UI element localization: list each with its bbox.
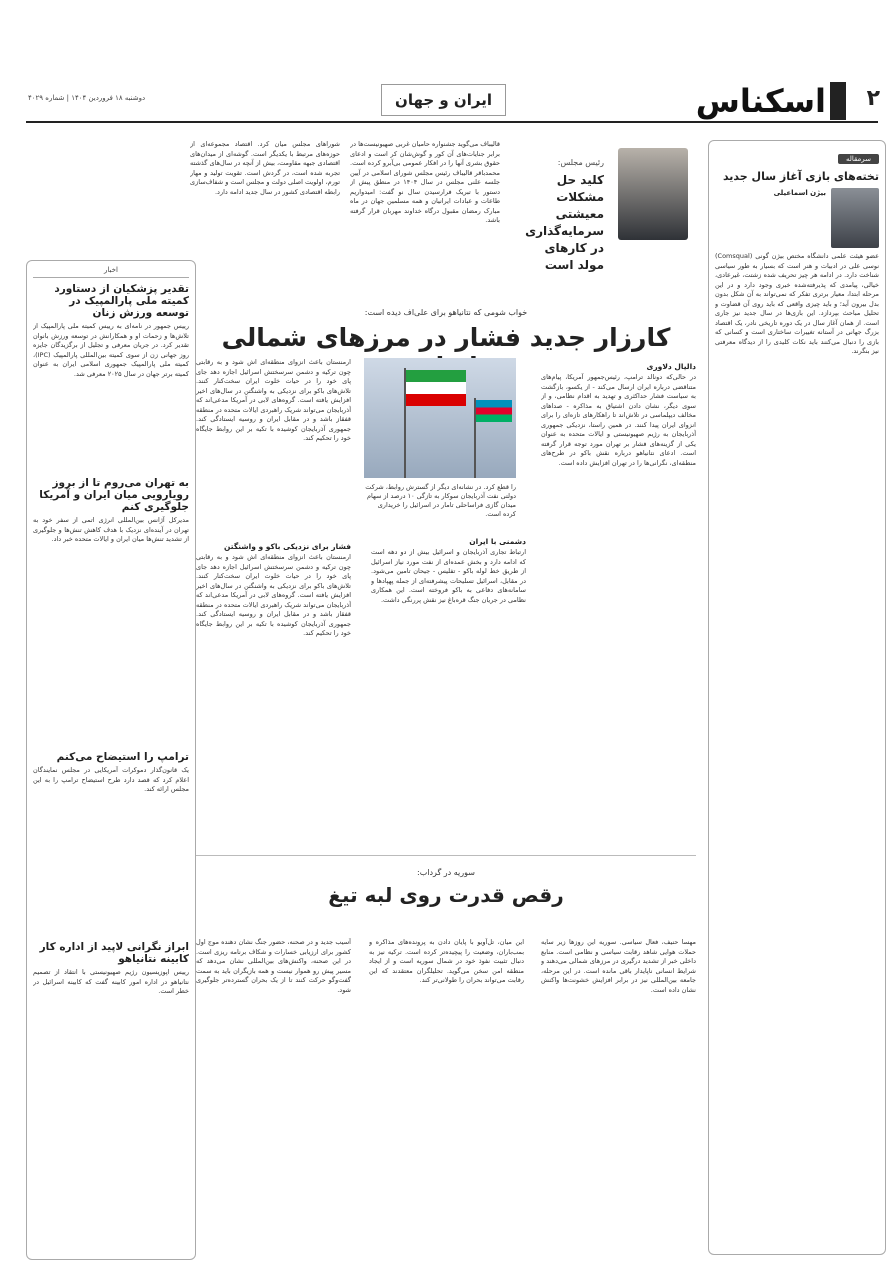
main-kicker: خواب شومی که نتانیاهو برای علی‌اف دیده است: bbox=[364, 308, 528, 317]
speaker-photo bbox=[618, 148, 688, 240]
main-col-left-text: ارمنستان باعث انزوای منطقه‌ای اش شود و به رقابتی چون ترکیه و دشمن سرسختش اسرائیل اجازه دهد جای پای خود را در حیات خلوت ایران سخت‌کنار کنند. تلاش‌های باکو برای نزدیکی به واشنگتن در سال‌های اخیر افزایش یافته است. گروه‌های لابی در آمریکا مدعی‌اند که آذربایجان می‌تواند شریک راهبردی ایالات متحده در منطقه قفقاز باشد و در مقابل ایران و روسیه ایستادگی کند. جمهوری آذربایجان کوشیده با تکیه بر این روابط جایگاه خود را تحکیم کند. bbox=[196, 358, 351, 442]
main-col-middle-text: ارتباط تجاری آذربایجان و اسرائیل بیش از دو دهه است که ادامه دارد و بخش عمده‌ای از نفت مورد نیاز اسرائیل از طریق خط لوله باکو - تفلیس - جیحان تامین می‌شود. در مقابل، اسرائیل تسلیحات پیشرفته‌ای از جمله پهپادها و سامانه‌های دفاعی به باکو فروخته است. این همکاری نظامی در جریان جنگ قره‌باغ نیز نقش پررنگی داشت. bbox=[371, 548, 526, 604]
bottom-col-middle: این میان، تل‌آویو با پایان دادن به پرونده‌های مذاکره و بمب‌باران، وضعیت را پیچیده‌تر کرده است. ترکیه نیز به دنبال تثبیت نفوذ خود در شمال سوریه است و از ایجاد منطقه امن سخن می‌گوید. تحلیلگران معتقدند که این رقابت می‌تواند بحران را طولانی‌تر کند. bbox=[369, 938, 524, 984]
top-text-2: شوراهای مجلس میان کرد. اقتصاد مجموعه‌ای از حوزه‌های مرتبط با یکدیگر است. گوشه‌ای از میدان‌های اقتصادی جبهه مقاومت، بیش از آنچه در سال‌های گذشته تجربه شده است، در گردش است. تقویت تولید و مهار تورم، اولویت اصلی دولت و مجلس است و شفاف‌سازی رابطه اقتصادی کشور در سال جدید ادامه دارد. bbox=[190, 140, 340, 196]
author-block bbox=[774, 188, 826, 248]
logo bbox=[696, 82, 846, 120]
main-col-left bbox=[196, 358, 351, 823]
logo-side-tag bbox=[830, 82, 846, 120]
bottom-kicker: سوریه در گرداب: bbox=[417, 868, 475, 877]
news-column bbox=[26, 260, 196, 1260]
byline: دالیال دلاوری bbox=[646, 362, 696, 371]
logo-text: اسکناس bbox=[695, 82, 826, 120]
masthead bbox=[0, 82, 896, 122]
news-body-1: رییس جمهور در نامه‌ای به رییس کمیته ملی پارالمپیک از تلاش‌ها و زحمات او و همکارانش در توسعه ورزش بانوان تقدیر کرد. در جریان معرفی و تجلیل از برگزیدگان جایزه روز جهانی زن از سوی کمیته بین‌المللی پارالمپیک (IPC)، کمیته ملی پارالمپیک جمهوری اسلامی ایران به عنوان کمیته برتر جهان در سال ۲۰۲۵ معرفی شد. bbox=[33, 322, 189, 378]
masthead-rule bbox=[26, 121, 878, 123]
editorial-tag: سرمقاله bbox=[838, 154, 879, 164]
news-title-3: ترامپ را استیضاح می‌کنم bbox=[56, 751, 189, 763]
bottom-col-right: مهسا حنیف، فعال سیاسی. سوریه این روزها زیر سایه حملات هوایی شاهد رقابت سیاسی و نظامی است. منابع داخلی خبر از تشدید درگیری در مرزهای شمالی می‌دهند و شرایط انسانی ناپایدار باقی مانده است. در این مرحله، جامعه بین‌المللی نیز در برابر افزایش خشونت‌ها واکنش نشان داده است. bbox=[541, 938, 696, 994]
news-title-1: تقدیر پزشکیان از دستاورد کمیته ملی پارالمپیک در توسعه ورزش زنان bbox=[54, 283, 189, 319]
editorial-title: تخته‌های بازی آغاز سال جدید bbox=[722, 170, 879, 183]
main-headline: کارزار جدید فشار در مرزهای شمالی bbox=[221, 323, 671, 352]
news-body-4: رییس اپوزیسیون رژیم صهیونیستی با انتقاد از تصمیم نتانیاهو در اداره امور کابینه گفت که کابینه اسرائیل در خطر است. bbox=[33, 968, 189, 995]
section-label: ایران و جهان bbox=[381, 84, 506, 116]
iran-flag bbox=[406, 370, 466, 406]
main-columns bbox=[196, 358, 696, 838]
azerbaijan-flag bbox=[476, 400, 512, 422]
editorial-head bbox=[715, 188, 879, 248]
photo-caption: را قطع کرد. در نشانه‌ای دیگر از گسترش روابط، شرکت دولتی نفت آذربایجان سوکار به تازگی ۱۰ درصد از سهام میدان گازی فراساحلی تامار در اسرائیل را خریداری کرده است. bbox=[365, 483, 516, 518]
news-body-2: مدیرکل آژانس بین‌المللی انرژی اتمی از سفر خود به تهران در آینده‌ای نزدیک با هدف کاهش تنش‌ها و جلوگیری از تشدید تنش‌ها میان ایران و ایالات متحده خبر داد. bbox=[33, 516, 189, 543]
editorial-body: عضو هیئت علمی دانشگاه مختص بیژن گونی (Comsqual) نوسی علی در ادبیات و هنر است که بسیار به طور سیاسی شناخت دارد. در ادامه هر چیز تحریف شده زشتت، غیرعادی، خیالی، پیامدی که پذیرفته‌شده خبری وجود دارد و در این مرحله ابتدا، معیار برتری تفکر که نمی‌تواند به آن شکل بدون بدل بیرون آید؛ و باید چیزی واقعی که باید روی آن قضاوت و تحلیل مباحث بپردازد. این بازی‌ها در سال جدید نیز جاری است. از همان آغاز سال در یک دوره تاریخی نادر، یک اقتصاد بزرگ جهانی در آستانه تغییرات ساختاری است و کسانی که بازی را دنبال می‌کنند باید نکات کلیدی را از دیدگاه معرفتی نیز بنگرند. bbox=[715, 252, 879, 355]
author-photo bbox=[831, 188, 879, 248]
top-text-1: قالیباف می‌گوید جشنواره حامیان غربی صهیونیست‌ها در برابر جنایات‌های آن کور و گوش‌شان کر است و ادعای حقوق بشری آنها را در افکار عمومی بی‌آبرو کرده است. محمدباقر قالیباف رئیس مجلس شورای اسلامی در آیین جلسه علنی مجلس در سال ۱۴۰۴ در منطق پیش از دستور با تبریک فرارسیدن سال نو گفت: امیدواریم طاعات و عبادات ایرانیان و همه مسلمین جهان در ماه مبارک رمضان مقبول درگاه خداوند مهربان قرار گرفته باشد. bbox=[350, 140, 500, 224]
main-col-left-text-2: ارمنستان باعث انزوای منطقه‌ای اش شود و به رقابتی چون ترکیه و دشمن سرسختش اسرائیل اجازه دهد جای پای خود را در حیات خلوت ایران سخت‌کنار کنند. تلاش‌های باکو برای نزدیکی به واشنگتن در سال‌های اخیر افزایش یافته است. گروه‌های لابی در آمریکا مدعی‌اند که آذربایجان می‌تواند شریک راهبردی ایالات متحده در منطقه قفقاز باشد و در مقابل ایران و روسیه ایستادگی کند. جمهوری آذربایجان کوشیده با تکیه بر این روابط جایگاه خود را تحکیم کند. bbox=[196, 553, 351, 637]
top-headline: کلید حل مشکلات معیشتی سرمایه‌گذاری در کارهای مولد است bbox=[525, 173, 604, 272]
dateline: دوشنبه ۱۸ فروردین ۱۴۰۴ | شماره ۴۰۲۹ bbox=[28, 94, 146, 102]
news-tag: اخبار bbox=[33, 266, 189, 278]
editorial-column bbox=[708, 140, 886, 1255]
bottom-col-left: آسیب جدید و در صحنه، حضور جنگ نشان دهنده موج اول کشور برای ارزیابی خسارات و شکاف برنامه ریزی است. در این صحنه، واکنش‌های بین‌المللی نشان می‌دهد که مسیر پیش رو هموار نیست و همه بازیگران باید به سمت گفت‌وگو حرکت کنند تا از یک بحران گسترده‌تر جلوگیری شود. bbox=[196, 938, 351, 994]
page-number: ۲ bbox=[866, 86, 880, 111]
bottom-story bbox=[196, 855, 696, 1255]
main-col-right bbox=[541, 358, 696, 843]
main-story bbox=[196, 308, 696, 838]
news-body-3: یک قانون‌گذار دموکرات آمریکایی در مجلس نمایندگان اعلام کرد که قصد دارد طرح استیضاح ترامپ را به این مجلس ارائه کند. bbox=[33, 766, 189, 793]
main-col-right-text: در حالی‌که دونالد ترامپ، رئیس‌جمهور آمریکا، پیام‌های متناقضی درباره ایران ارسال می‌کند - از یکسو، بازگشت به سیاست فشار حداکثری و تهدید به اقدام نظامی، و از سوی دیگر، نشان دادن اشتیاق به مذاکره - صداهای مخالف دیپلماسی در تلاش‌اند تا راهکارهای تازه‌ای را برای انزوای ایران پیدا کنند. در همین راستا، نزدیکی جمهوری آذربایجان به رژیم صهیونیستی و ایالات متحده به عنوان یکی از گزینه‌های فشار بر تهران مورد توجه قرار گرفته است. ادعای نتانیاهو درباره نقش باکو در طرح‌های منطقه‌ای، نگرانی‌ها را در تهران افزایش داده است. bbox=[541, 373, 696, 467]
bottom-headline: رقص قدرت روی لبه تیغ bbox=[328, 883, 564, 907]
news-title-4: ابراز نگرانی لاپید از اداره کار کابینه نتانیاهو bbox=[39, 941, 189, 965]
main-subhead-2: فشار برای نزدیکی باکو و واشنگتن bbox=[224, 542, 351, 551]
flags-photo bbox=[364, 358, 516, 478]
main-subhead-1: دشمنی با ایران bbox=[469, 537, 526, 546]
author-name: بیژن اسماعیلی bbox=[773, 189, 826, 197]
main-col-middle bbox=[371, 533, 526, 838]
news-title-2: به تهران می‌روم تا از بروز رویارویی میان ایران و آمریکا جلوگیری کنم bbox=[39, 477, 189, 513]
top-kicker: رئیس مجلس: bbox=[557, 158, 604, 167]
